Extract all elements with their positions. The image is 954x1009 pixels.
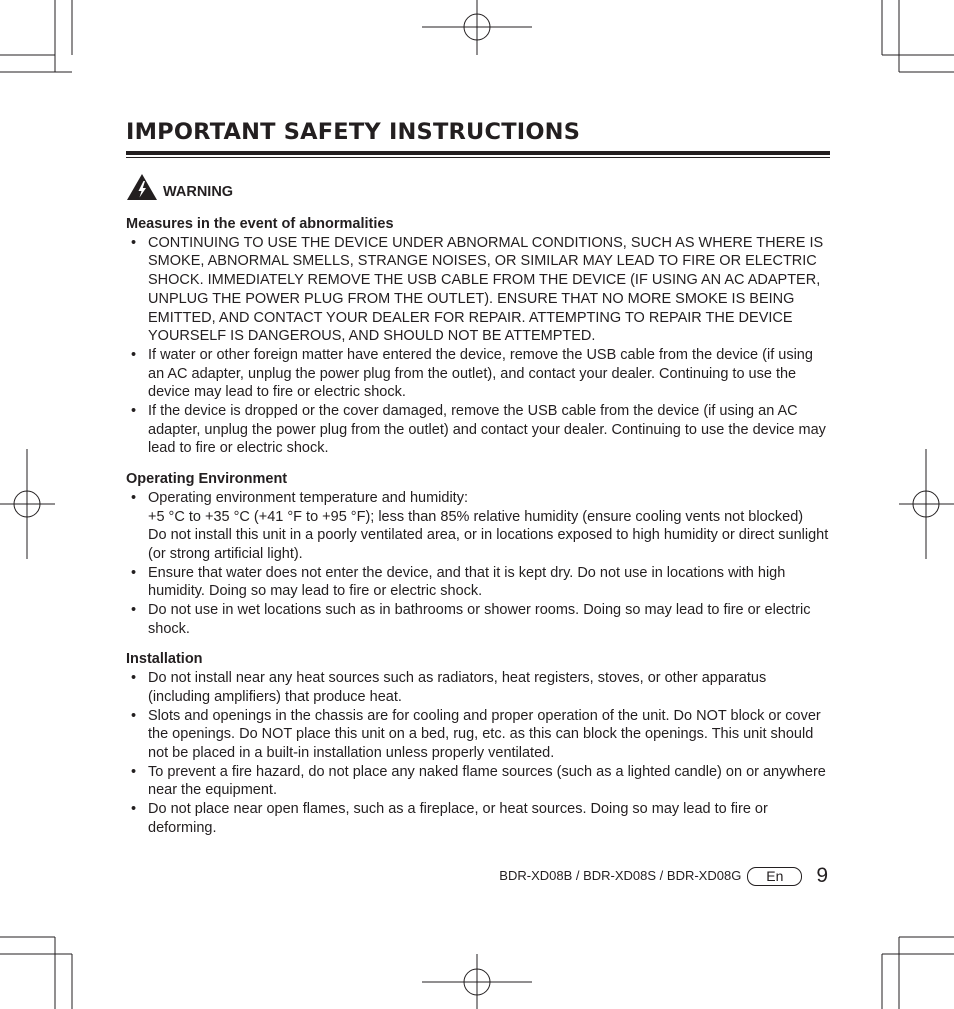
section-title: Installation [126,651,203,668]
list-item: • Ensure that water does not enter the device, and that it is kept dry. Do not use in locations with high humidity. Doing so may lead to fire or electric shock. [131,564,786,600]
language-badge: En [747,867,802,886]
document-body [126,118,830,838]
title-rule-thick [126,151,830,155]
bullet-list [126,234,830,458]
list-item: • CONTINUING TO USE THE DEVICE UNDER ABNORMAL CONDITIONS, SUCH AS WHERE THERE IS SMOKE, ABNORMAL SMELLS, STRANGE NOISES, OR SIMILAR MAY LEAD TO FIRE OR ELECTRIC SHOCK. IMMEDIATELY REMOVE THE USB CABLE FROM THE DEVICE (IF USING AN AC ADAPTER, UNPLUG THE POWER PLUG FROM THE OUTLET). ENSURE THAT NO MORE SMOKE IS BEING EMITTED, AND CONTACT YOUR DEALER FOR REPAIR. ATTEMPTING TO REPAIR THE DEVICE YOURSELF IS DANGEROUS, AND SHOULD NOT BE ATTEMPTED. [131,234,824,345]
page-number: 9 [816,864,828,887]
section-installation [126,650,830,837]
title-rule-thin [126,157,830,158]
section-title: Measures in the event of abnormalities [126,216,394,232]
page-title: IMPORTANT SAFETY INSTRUCTIONS [126,119,581,145]
list-item: • Do not place near open flames, such as a fireplace, or heat sources. Doing so may lead to fire or deforming. [131,801,768,836]
list-item: • Do not install near any heat sources such as radiators, heat registers, stoves, or other apparatus (including amplifiers) that produce heat. [131,670,767,705]
page-footer [499,864,828,888]
list-item: • If the device is dropped or the cover damaged, remove the USB cable from the device (if using an AC adapter, unplug the power plug from the outlet) and contact your dealer. Continuing to use the device may lead to fire or electric shock. [131,403,826,457]
list-item: • If water or other foreign matter have entered the device, remove the USB cable from the device (if using an AC adapter, unplug the power plug from the outlet), and contact your dealer. Continuing to use the device may lead to fire or electric shock. [131,346,813,401]
list-item: • Do not use in wet locations such as in bathrooms or shower rooms. Doing so may lead to fire or electric shock. [131,602,811,637]
section-title: Operating Environment [126,471,288,488]
warning-triangle-icon [126,173,158,201]
bullet-list [126,669,830,837]
section-operating-environment [126,470,830,638]
warning-label: WARNING [163,184,234,200]
section-abnormalities [126,215,830,458]
warning-header [126,171,830,201]
model-numbers: BDR-XD08B / BDR-XD08S / BDR-XD08G [499,868,742,883]
list-item: • Slots and openings in the chassis are for cooling and proper operation of the unit. Do NOT block or cover the openings. Do NOT place this unit on a bed, rug, etc. as this can block the openings. This unit should not be placed in a built-in installation unless properly ventilated. [131,707,821,761]
list-item: • To prevent a fire hazard, do not place any naked flame sources (such as a lighted candle) on or anywhere near the equipment. [131,763,826,799]
bullet-list [126,489,830,639]
list-item: • Operating environment temperature and humidity: +5 °C to +35 °C (+41 °F to +95 °F); less than 85% relative humidity (ensure cooling vents not blocked) Do not install this unit in a poorly ventilated area, or in locations exposed to high humidity or direct sunlight (or strong artificial light). [131,489,829,562]
